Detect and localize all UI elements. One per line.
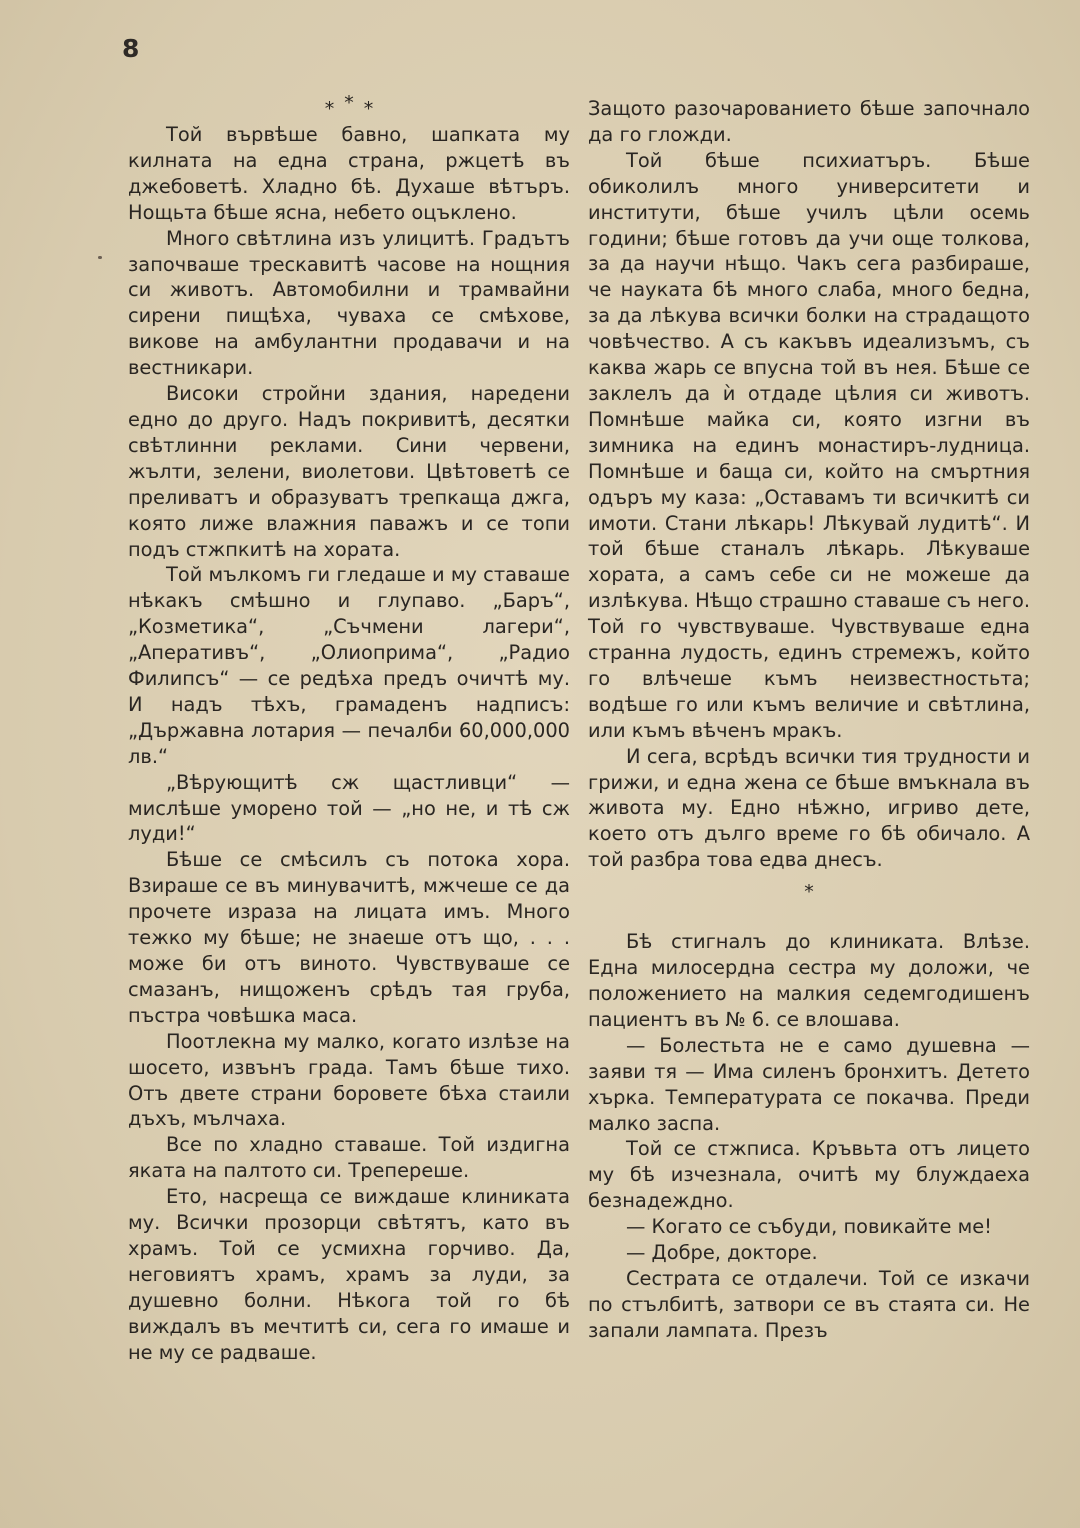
- paragraph: — Болестьта не е само душевна — заяви тя — Има силенъ бронхитъ. Детето хърка. Температурата се покачва. Преди малко заспа.: [588, 1033, 1030, 1135]
- paragraph: Все по хладно ставаше. Той издигна яката на палтото си. Трепереше.: [128, 1133, 570, 1183]
- paragraph: Сестрата се отдалечи. Той се изкачи по стълбитѣ, затвори се въ стаята си. Не запали лампата. Презъ: [588, 1266, 1030, 1342]
- divider-gap: [588, 903, 1030, 929]
- ornament-star: *: [363, 98, 384, 120]
- paragraph: Защото разочарованието бѣше започнало да го гложди.: [588, 97, 1030, 146]
- paragraph: Той се стжписа. Кръвьта отъ лицето му бѣ изчезнала, очитѣ му блуждаеха безнадеждно.: [588, 1137, 1030, 1213]
- section-divider: *: [804, 881, 814, 904]
- paragraph: Ето, насреща се виждаше клиниката му. Всички прозорци свѣтятъ, като въ храмъ. Той се усмихна горчиво. Да, неговиятъ храмъ, храмъ за луди, за душевно болни. Нѣкога той го бѣ виждалъ въ мечтитѣ си, сега го имаше и не му се радваше.: [128, 1185, 570, 1364]
- right-column: [588, 96, 1030, 1344]
- paper-speck: [98, 256, 102, 259]
- paragraph: — Добре, докторе.: [626, 1241, 818, 1265]
- paragraph: Той мълкомъ ги гледаше и му ставаше нѣкакъ смѣшно и глупаво. „Баръ“, „Козметика“, „Съчмени лагери“, „Аперативъ“, „Олиоприма“, „Радио Филипсъ“ — се редѣха предъ очичтѣ му. И надъ тѣхъ, грамаденъ надписъ: „Държавна лотария — печалби 60,000,000 лв.“: [128, 563, 570, 768]
- section-ornament: [128, 92, 570, 122]
- ornament-star: *: [324, 98, 345, 120]
- paragraph: — Когато се събуди, повикайте ме!: [626, 1215, 992, 1239]
- paragraph: Много свѣтлина изъ улицитѣ. Градътъ започваше трескавитѣ часове на нощния си животъ. Автомобилни и трамвайни сирени пищѣха, чуваха се смѣхове, викове на амбулантни продавачи и на вестникари.: [128, 226, 570, 380]
- page-number: 8: [122, 34, 140, 63]
- paragraph: И сега, всрѣдъ всички тия трудности и грижи, и една жена се бѣше вмъкнала въ живота му. Едно нѣжно, игриво дете, което отъ дълго време го бѣ обичало. А той разбра това едва днесъ.: [588, 744, 1030, 872]
- paragraph: Той вървѣше бавно, шапката му килната на една страна, ржцетѣ въ джебоветѣ. Хладно бѣ. Духаше вѣтъръ. Нощьта бѣше ясна, небето оцъклено.: [128, 123, 570, 224]
- paragraph: Високи стройни здания, наредени едно до друго. Надъ покривитѣ, десятки свѣтлинни реклами. Сини червени, жълти, зелени, виолетови. Цвѣтоветѣ се преливатъ и образуватъ трепкаща джга, която лиже влажния паважъ и се топи подъ стжпкитѣ на хората.: [128, 382, 570, 561]
- left-column: [128, 92, 570, 1366]
- paragraph: Поотлекна му малко, когато излѣзе на шосето, извънъ града. Тамъ бѣше тихо. Отъ двете страни боровете бѣха стаили дъхъ, мълчаха.: [128, 1029, 570, 1131]
- paragraph: „Вѣрующитѣ сж щастливци“ — мислѣше уморено той — „но не, и тѣ сж луди!“: [128, 770, 570, 846]
- paragraph: Бѣше се смѣсилъ съ потока хора. Взираше се въ минувачитѣ, мжчеше се да прочете израза на лицата имъ. Много тежко му бѣше; не знаеше отъ що, . . . може би отъ виното. Чувствуваше се смазанъ, нищоженъ срѣдъ тая груба, пъстра човѣшка маса.: [128, 848, 570, 1027]
- paragraph: Бѣ стигналъ до клиниката. Влѣзе. Една милосердна сестра му доложи, че положението на малкия седемгодишенъ пациентъ въ № 6. се влошава.: [588, 930, 1030, 1031]
- ornament-star: *: [344, 92, 364, 114]
- paragraph: Той бѣше психиатъръ. Бѣше обиколилъ много университети и институти, бѣше училъ цѣли осемь години; бѣше готовъ да учи още толкова, за да научи нѣщо. Чакъ сега разбираше, че науката бѣ много слаба, много бедна, за да лѣкува всички болки на страдащото човѣчество. А съ какъвъ идеализъмъ, съ каква жарь се впусна той въ нея. Бѣше се заклелъ да ѝ отдаде цѣлия си животъ. Помнѣше майка си, която изгни въ зимника на единъ монастиръ-лудница. Помнѣше и баща си, който на смъртния одъръ му каза: „Оставамъ ти всичкитѣ си имоти. Стани лѣкарь! Лѣкувай лудитѣ“. И той бѣше станалъ лѣкарь. Лѣкуваше хората, а самъ себе си не можеше да излѣкува. Нѣщо страшно ставаше съ него. Той го чувствуваше. Чувствуваше една странна лудость, единъ стремежъ, който го влѣчеше къмъ неизвестностьта; водѣше го или къмъ величие и свѣтлина, или къмъ вѣченъ мракъ.: [588, 148, 1030, 742]
